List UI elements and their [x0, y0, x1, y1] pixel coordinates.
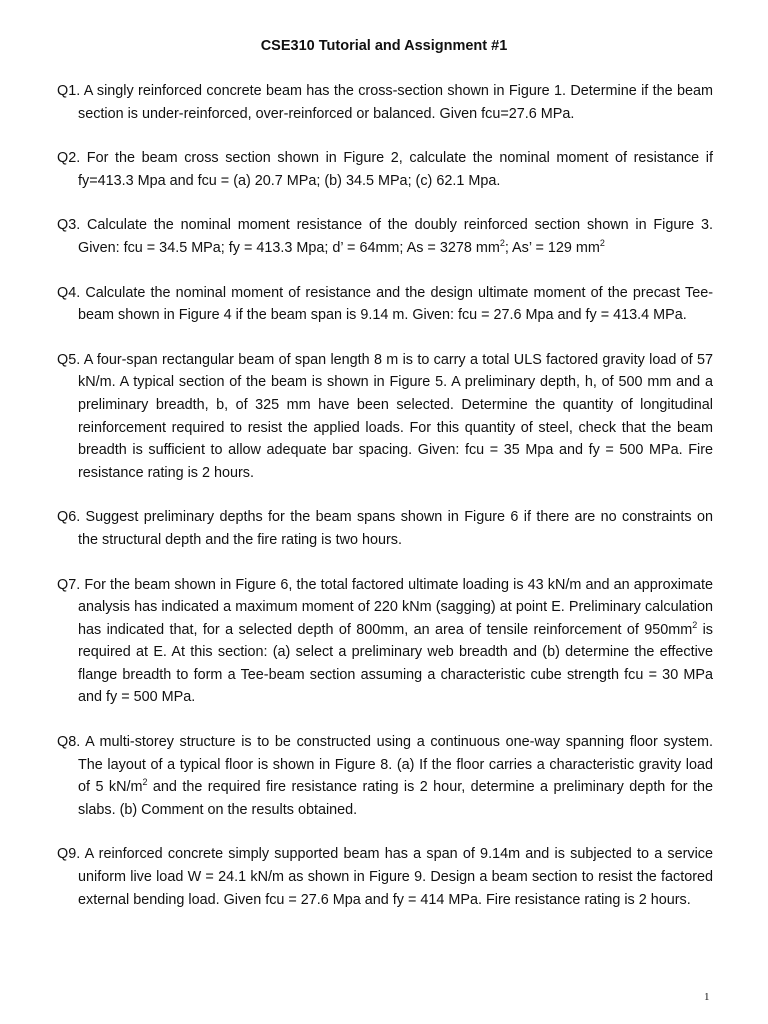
questions-list — [57, 80, 713, 911]
superscript: 2 — [692, 619, 698, 630]
question-text: Q7. For the beam shown in Figure 6, the total factored ultimate loading is 43 kN/m and an approximate analysis has indicated a maximum moment of 220 kNm (sagging) at point E. Preliminary calculation has indicated that, for a selected depth of 800mm, an area of tensile reinforcement of 950mm — [57, 576, 713, 638]
question-text: is required at E. At this section: (a) select a preliminary web breadth and (b) determine the effective flange breadth to form a Tee-beam section assuming a characteristic cube strength fcu = 30 MPa and fy = 500 MPa. — [78, 621, 713, 706]
question-3 — [57, 214, 713, 259]
page-number: 1 — [704, 991, 710, 1003]
document-title: CSE310 Tutorial and Assignment #1 — [260, 38, 508, 54]
superscript: 2 — [599, 237, 605, 248]
question-text: Q5. A four-span rectangular beam of span length 8 m is to carry a total ULS factored gravity load of 57 kN/m. A typical section of the beam is shown in Figure 5. A preliminary depth, h, of 500 mm and a preliminary breadth, b, of 325 mm have been selected. Determine the quantity of longitudinal reinforcement required to resist the applied loads. For this quantity of steel, check that the beam breadth is sufficient to allow adequate bar spacing. Given: fcu = 35 Mpa and fy = 500 MPa. Fire resistance rating is 2 hours. — [57, 351, 713, 481]
question-text: and the required fire resistance rating is 2 hour, determine a preliminary depth for the slabs. (b) Comment on the results obtained. — [78, 779, 713, 818]
question-text: Q8. A multi-storey structure is to be constructed using a continuous one-way spanning floor system. The layout of a typical floor is shown in Figure 8. (a) If the floor carries a characteristic gravity load of 5 kN/m — [57, 734, 713, 796]
question-text: Q1. A singly reinforced concrete beam has the cross-section shown in Figure 1. Determine if the beam section is under-reinforced, over-reinforced or balanced. Given fcu=27.6 MPa. — [57, 83, 713, 122]
question-2 — [57, 147, 713, 192]
question-9 — [57, 843, 713, 911]
question-text: Q2. For the beam cross section shown in Figure 2, calculate the nominal moment of resistance if fy=413.3 Mpa and fcu = (a) 20.7 MPa; (b) 34.5 MPa; (c) 62.1 Mpa. — [57, 150, 713, 189]
superscript: 2 — [499, 237, 505, 248]
question-text: Q4. Calculate the nominal moment of resistance and the design ultimate moment of the precast Tee-beam shown in Figure 4 if the beam span is 9.14 m. Given: fcu = 27.6 Mpa and fy = 413.4 MPa. — [57, 284, 713, 324]
question-text: Q3. Calculate the nominal moment resistance of the doubly reinforced section shown in Figure 3. Given: fcu = 34.5 MPa; fy = 413.3 Mpa; d’ = 64mm; As = 3278 mm — [57, 217, 713, 256]
question-text: Q9. A reinforced concrete simply supported beam has a span of 9.14m and is subjected to a service uniform live load W = 24.1 kN/m as shown in Figure 9. Design a beam section to resist the factored external bending load. Given fcu = 27.6 Mpa and fy = 414 MPa. Fire resistance rating is 2 hours. — [57, 846, 713, 908]
question-text: ; As’ = 129 mm — [504, 239, 600, 256]
question-1 — [57, 80, 713, 125]
question-6 — [57, 506, 713, 551]
question-7 — [57, 574, 713, 710]
question-5 — [57, 349, 713, 485]
question-4 — [57, 282, 713, 327]
question-text: Q6. Suggest preliminary depths for the beam spans shown in Figure 6 if there are no constraints on the structural depth and the fire rating is two hours. — [57, 509, 713, 548]
question-8 — [57, 731, 713, 821]
superscript: 2 — [142, 777, 148, 788]
